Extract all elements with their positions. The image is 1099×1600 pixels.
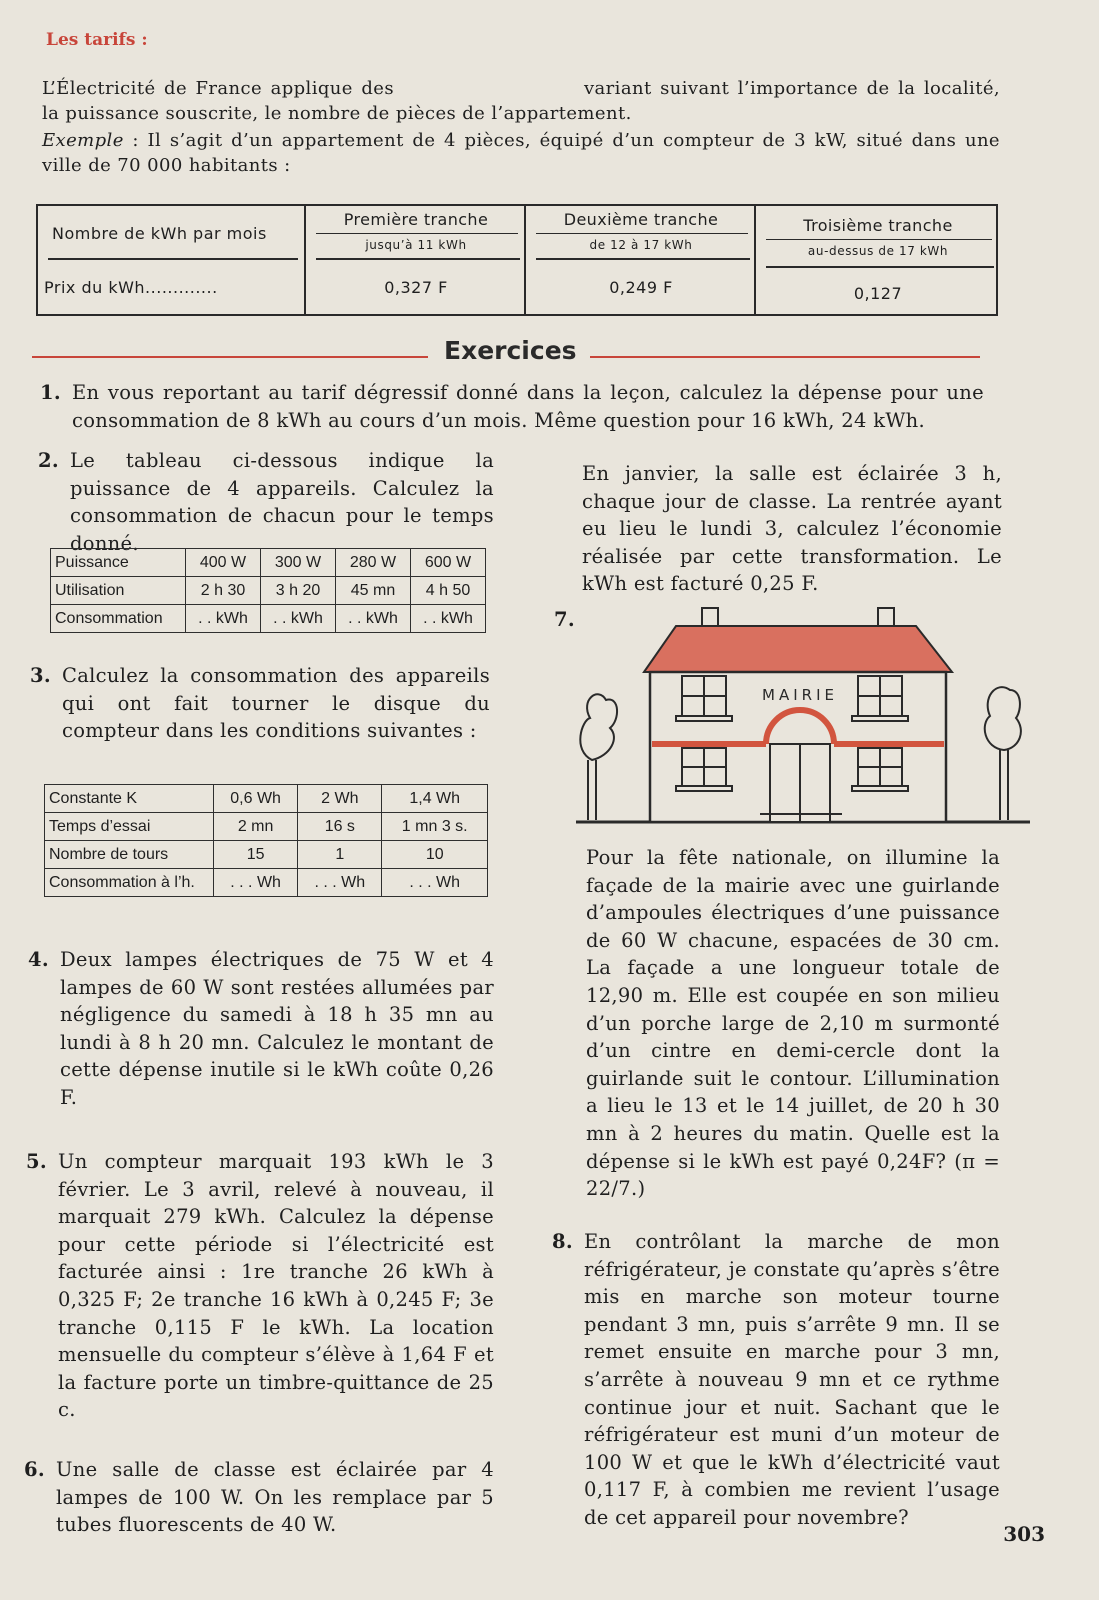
mairie-illustration [576, 600, 1030, 830]
divider [766, 239, 992, 240]
page-number: 303 [1003, 1522, 1045, 1546]
intro-paragraph [42, 76, 1000, 180]
table-cell: . . kWh [411, 605, 486, 633]
table-cell: . . . Wh [298, 869, 382, 897]
example-text: : Il s’agit d’un appartement de 4 pièces, équipé d’un compteur de 3 kW, situé dans une ville de 70 000 habitants : [42, 130, 1000, 176]
table-cell: 10 [382, 841, 488, 869]
exercise-number: 5. [26, 1150, 47, 1173]
table-cell: 2 h 30 [186, 577, 261, 605]
table-row [51, 605, 486, 633]
exercise-text: Une salle de classe est éclairée par 4 lampes de 100 W. On les remplace par 5 tubes fluorescents de 40 W. [56, 1458, 494, 1537]
table-cell: . . kWh [261, 605, 336, 633]
power-table [50, 548, 486, 633]
exercise-text: En vous reportant au tarif dégressif donné dans la leçon, calculez la dépense pour une consommation de 8 kWh au cours d’un mois. Même question pour 16 kWh, 24 kWh. [72, 381, 984, 432]
tariff-column-title: Deuxième tranche [563, 210, 719, 229]
window-icon [676, 748, 732, 791]
table-cell: 280 W [336, 549, 411, 577]
intro-text-a: L’Électricité de France applique des [42, 78, 394, 99]
divider [536, 233, 748, 234]
table-cell: 4 h 50 [411, 577, 486, 605]
tariff-column-3 [754, 206, 1000, 314]
exercise-text: Pour la fête nationale, on illumine la façade de la mairie avec une guirlande d’ampoules électriques d’une puissance de 60 W chacune, espacées de 30 cm. La façade a une longueur totale de 12,90 m. Elle est coupée en son milieu d’un porche large de 2,10 m surmonté d’un cintre en demi-cercle dont la guirlande suit le contour. L’illumination a lieu le 13 et le 14 juillet, de 20 h 30 mn à 2 heures du matin. Quelle est la dépense si le kWh est payé 0,24F? (π = 22/7.) [586, 846, 1000, 1201]
tariff-price: 0,127 [853, 284, 903, 303]
table-cell: 45 mn [336, 577, 411, 605]
mairie-sign: MAIRIE [762, 686, 838, 704]
table-cell: Utilisation [51, 577, 186, 605]
table-cell: Consommation à l’h. [45, 869, 214, 897]
table-cell: 600 W [411, 549, 486, 577]
table-cell: . . kWh [336, 605, 411, 633]
table-row [45, 841, 488, 869]
exercise-number: 7. [554, 608, 575, 631]
exercices-title: Exercices [444, 336, 577, 365]
exercise-2 [38, 447, 494, 557]
window-icon [852, 676, 908, 721]
table-cell: 1 mn 3 s. [382, 813, 488, 841]
table-cell: 2 mn [214, 813, 298, 841]
section-title: Les tarifs : [46, 30, 148, 50]
table-cell: 300 W [261, 549, 336, 577]
tariff-price: 0,327 F [384, 278, 448, 297]
roof-icon [644, 626, 952, 672]
table-cell: 3 h 20 [261, 577, 336, 605]
exercise-number: 2. [38, 449, 59, 472]
table-cell: Temps d’essai [45, 813, 214, 841]
exercise-text: Calculez la consommation des appareils qui ont fait tourner le disque du compteur dans les conditions suivantes : [62, 664, 490, 743]
tariff-label-column [38, 206, 304, 314]
tariff-column-range: au-dessus de 17 kWh [807, 244, 949, 258]
divider [766, 266, 994, 268]
divider [48, 258, 298, 260]
meter-table [44, 784, 488, 897]
divider [316, 233, 518, 234]
table-row [45, 813, 488, 841]
tariff-column-title: Troisième tranche [803, 216, 953, 235]
tariff-row-label-price: Prix du kWh............. [44, 278, 218, 297]
exercise-number: 6. [24, 1458, 45, 1481]
tariff-column-2 [524, 206, 756, 314]
table-row [45, 785, 488, 813]
example-line [42, 128, 1000, 178]
exercise-1 [40, 379, 984, 434]
table-cell: Nombre de tours [45, 841, 214, 869]
window-icon [852, 748, 908, 791]
table-row [45, 869, 488, 897]
tariff-column-range: jusqu’à 11 kWh [365, 238, 467, 252]
tree-icon [580, 694, 617, 820]
exercise-text: En janvier, la salle est éclairée 3 h, chaque jour de classe. La rentrée ayant eu lieu le lundi 3, calculez l’économie réalisée par cette transformation. Le kWh est facturé 0,25 F. [582, 462, 1002, 596]
exercise-number: 1. [40, 381, 61, 404]
intro-line [42, 76, 1000, 126]
exercise-3 [30, 662, 490, 745]
table-cell: . . . Wh [214, 869, 298, 897]
exercise-7 [586, 844, 1000, 1203]
exercise-6-continued [582, 460, 1002, 598]
example-label: Exemple [42, 130, 124, 151]
header-rule-right [590, 356, 980, 358]
table-cell: 400 W [186, 549, 261, 577]
exercise-number: 4. [28, 948, 49, 971]
tariff-table [36, 204, 998, 316]
header-rule-left [32, 356, 428, 358]
table-cell: Consommation [51, 605, 186, 633]
table-cell: Constante K [45, 785, 214, 813]
exercise-5 [26, 1148, 494, 1424]
tariff-column-title: Première tranche [343, 210, 489, 229]
exercise-8 [552, 1228, 1000, 1532]
table-row [51, 549, 486, 577]
intro-text-b: variant suivant l’importance de la localité, la puissance souscrite, le nombre de pièces de l’appartement. [42, 78, 1000, 124]
table-cell: 2 Wh [298, 785, 382, 813]
tariff-price: 0,249 F [609, 278, 673, 297]
table-row [51, 577, 486, 605]
table-cell: 15 [214, 841, 298, 869]
table-cell: . . kWh [186, 605, 261, 633]
exercise-text: En contrôlant la marche de mon réfrigérateur, je constate qu’après s’être mis en marche son moteur tourne pendant 3 mn, puis s’arrête 9 mn. Il se remet ensuite en marche pour 3 mn, s’arrête à nouveau 9 mn et ce rythme continue jour et nuit. Sachant que le réfrigérateur est muni d’un moteur de 100 W et que le kWh d’électricité vaut 0,117 F, à combien me revient l’usage de cet appareil pour novembre? [584, 1230, 1000, 1529]
table-cell: . . . Wh [382, 869, 488, 897]
tariff-column-1 [304, 206, 526, 314]
exercise-number: 8. [552, 1230, 573, 1253]
exercise-number: 3. [30, 664, 51, 687]
divider [536, 258, 750, 260]
tariff-row-label-kwh: Nombre de kWh par mois [52, 224, 267, 243]
table-cell: 1,4 Wh [382, 785, 488, 813]
table-cell: 0,6 Wh [214, 785, 298, 813]
table-cell: 1 [298, 841, 382, 869]
table-cell: 16 s [298, 813, 382, 841]
divider [316, 258, 520, 260]
window-icon [676, 676, 732, 721]
tariff-column-range: de 12 à 17 kWh [589, 238, 693, 252]
exercise-6 [24, 1456, 494, 1539]
exercise-text: Le tableau ci-dessous indique la puissance de 4 appareils. Calculez la consommation de chacun pour le temps donné. [70, 449, 494, 555]
exercise-4 [28, 946, 494, 1112]
table-cell: Puissance [51, 549, 186, 577]
tree-icon [985, 687, 1021, 820]
exercise-text: Un compteur marquait 193 kWh le 3 février. Le 3 avril, relevé à nouveau, il marquait 279 kWh. Calculez la dépense pour cette période si l’électricité est facturée ainsi : 1re tranche 26 kWh à 0,325 F; 2e tranche 16 kWh à 0,245 F; 3e tranche 0,115 F le kWh. La location mensuelle du compteur s’élève à 1,64 F et la facture porte un timbre-quittance de 25 c. [58, 1150, 494, 1422]
exercise-text: Deux lampes électriques de 75 W et 4 lampes de 60 W sont restées allumées par négligence du samedi à 18 h 35 mn au lundi à 8 h 20 mn. Calculez le montant de cette dépense inutile si le kWh coûte 0,26 F. [60, 948, 494, 1109]
